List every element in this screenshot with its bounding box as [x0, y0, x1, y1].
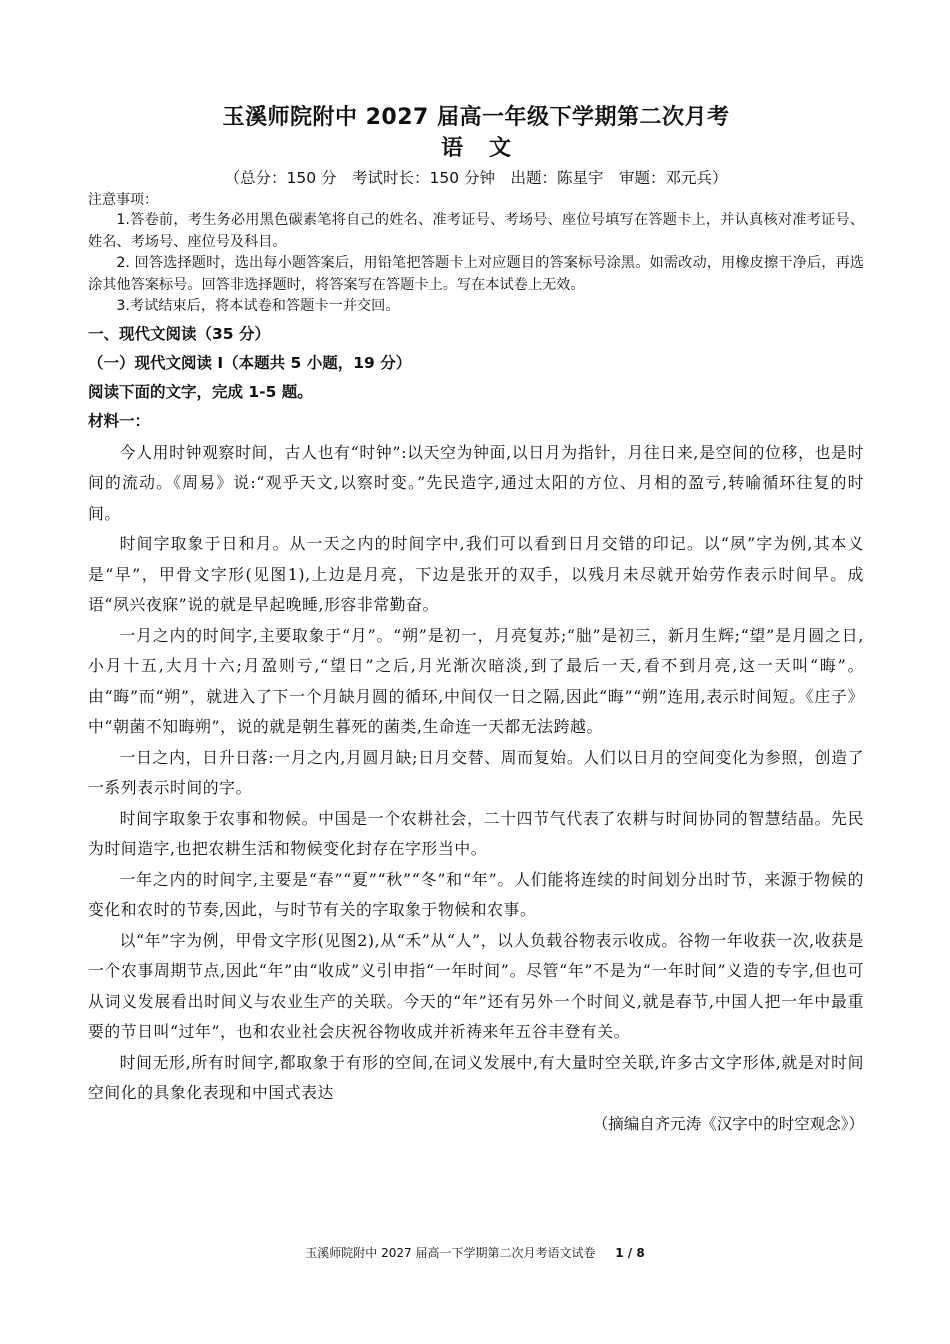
passage-paragraph: 以“年”字为例，甲骨文字形(见图2),从“禾”从“人”，以人负载谷物表示收成。谷物一年收获一次,收获是一个农事周期节点,因此“年”由“收成”义引申指“一年时间”。尽管“年”不是为“一年时间”义造的专字,但也可从词义发展看出时间义与农业生产的关联。今天的“年”还有另外一个时间义,就是春节,中国人把一年中最重要的节日叫“过年”，也和农业社会庆祝谷物收成并祈祷来年五谷丰登有关。 [88, 930, 864, 1041]
reading-instruction: 阅读下面的文字，完成 1-5 题。 [88, 382, 313, 401]
passage-paragraph: 时间无形,所有时间字,都取象于有形的空间,在词义发展中,有大量时空关联,许多古文字形体,就是对时间空间化的具象化表现和中国式表达 [88, 1052, 864, 1102]
section-heading: 一、现代文阅读（35 分） [88, 324, 270, 343]
passage-paragraph: 时间字取象于农事和物候。中国是一个农耕社会，二十四节气代表了农耕与时间协同的智慧结晶。先民为时间造字,也把农耕生活和物候变化封存在字形当中。 [88, 808, 864, 858]
passage-paragraph: 一日之内，日升日落:一月之内,月圆月缺;日月交替、周而复始。人们以日月的空间变化为参照，创造了一系列表示时间的字。 [88, 747, 864, 797]
notice-item: 3.考试结束后，将本试卷和答题卡一并交回。 [116, 298, 400, 314]
material-label: 材料一： [88, 411, 151, 430]
passage-paragraph: 时间字取象于日和月。从一天之内的时间字中,我们可以看到日月交错的印记。以“夙”字为例,其本义是“早”，甲骨文字形(见图1),上边是月亮，下边是张开的双手，以残月未尽就开始劳作表示时间早。成语“夙兴夜寐”说的就是早起晚睡,形容非常勤奋。 [88, 534, 864, 614]
page-footer [0, 1244, 950, 1262]
reading-passage [88, 438, 864, 1109]
passage-paragraph: 今人用时钟观察时间，古人也有“时钟”:以天空为钟面,以日月为指针，月往日来,是空间的位移，也是时间的流动。《周易》说:“观乎天文,以察时变。”先民造字,通过太阳的方位、月相的盈亏,转喻循环往复的时间。 [88, 442, 864, 523]
notice-item: 2. 回答选择题时，选出每小题答案后，用铅笔把答题卡上对应题目的答案标号涂黑。如需改动，用橡皮擦干净后，再选涂其他答案标号。回答非选择题时，将答案写在答题卡上。写在本试卷上无效。 [88, 255, 864, 293]
subject-title: 语文 [440, 136, 537, 161]
notice-block [88, 190, 864, 318]
exam-meta-info: （总分：150 分 考试时长：150 分钟 出题：陈星宇 审题：邓元兵） [224, 169, 728, 187]
exam-page [88, 102, 864, 1139]
subsection-heading: （一）现代文阅读 I（本题共 5 小题，19 分） [88, 353, 412, 372]
page-number: 1 / 8 [615, 1246, 645, 1260]
notice-heading: 注意事项： [88, 192, 158, 208]
exam-title: 玉溪师院附中 2027 届高一年级下学期第二次月考 [222, 105, 730, 130]
footer-text: 玉溪师院附中 2027 届高一下学期第二次月考语文试卷 [305, 1246, 596, 1260]
passage-paragraph: 一年之内的时间字,主要是“春”“夏”“秋”“冬”和“年”。人们能将连续的时间划分出时节，来源于物候的变化和农时的节奏,因此，与时节有关的字取象于物候和农事。 [88, 869, 864, 919]
passage-source: （摘编自齐元涛《汉字中的时空观念》） [592, 1114, 864, 1133]
notice-item: 1.答卷前，考生务必用黑色碳素笔将自己的姓名、准考证号、考场号、座位号填写在答题卡上，并认真核对准考证号、姓名、考场号、座位号及科目。 [88, 212, 864, 250]
passage-paragraph: 一月之内的时间字,主要取象于“月”。“朔”是初一，月亮复苏;“朏”是初三，新月生辉;“望”是月圆之日,小月十五,大月十六;月盈则亏,“望日”之后,月光渐次暗淡,到了最后一天,看不到月亮,这一天叫“晦”。由“晦”而“朔”，就进入了下一个月缺月圆的循环,中间仅一日之隔,因此“晦”“朔”连用,表示时间短。《庄子》中“朝菌不知晦朔”，说的就是朝生暮死的菌类,生命连一天都无法跨越。 [88, 625, 864, 736]
